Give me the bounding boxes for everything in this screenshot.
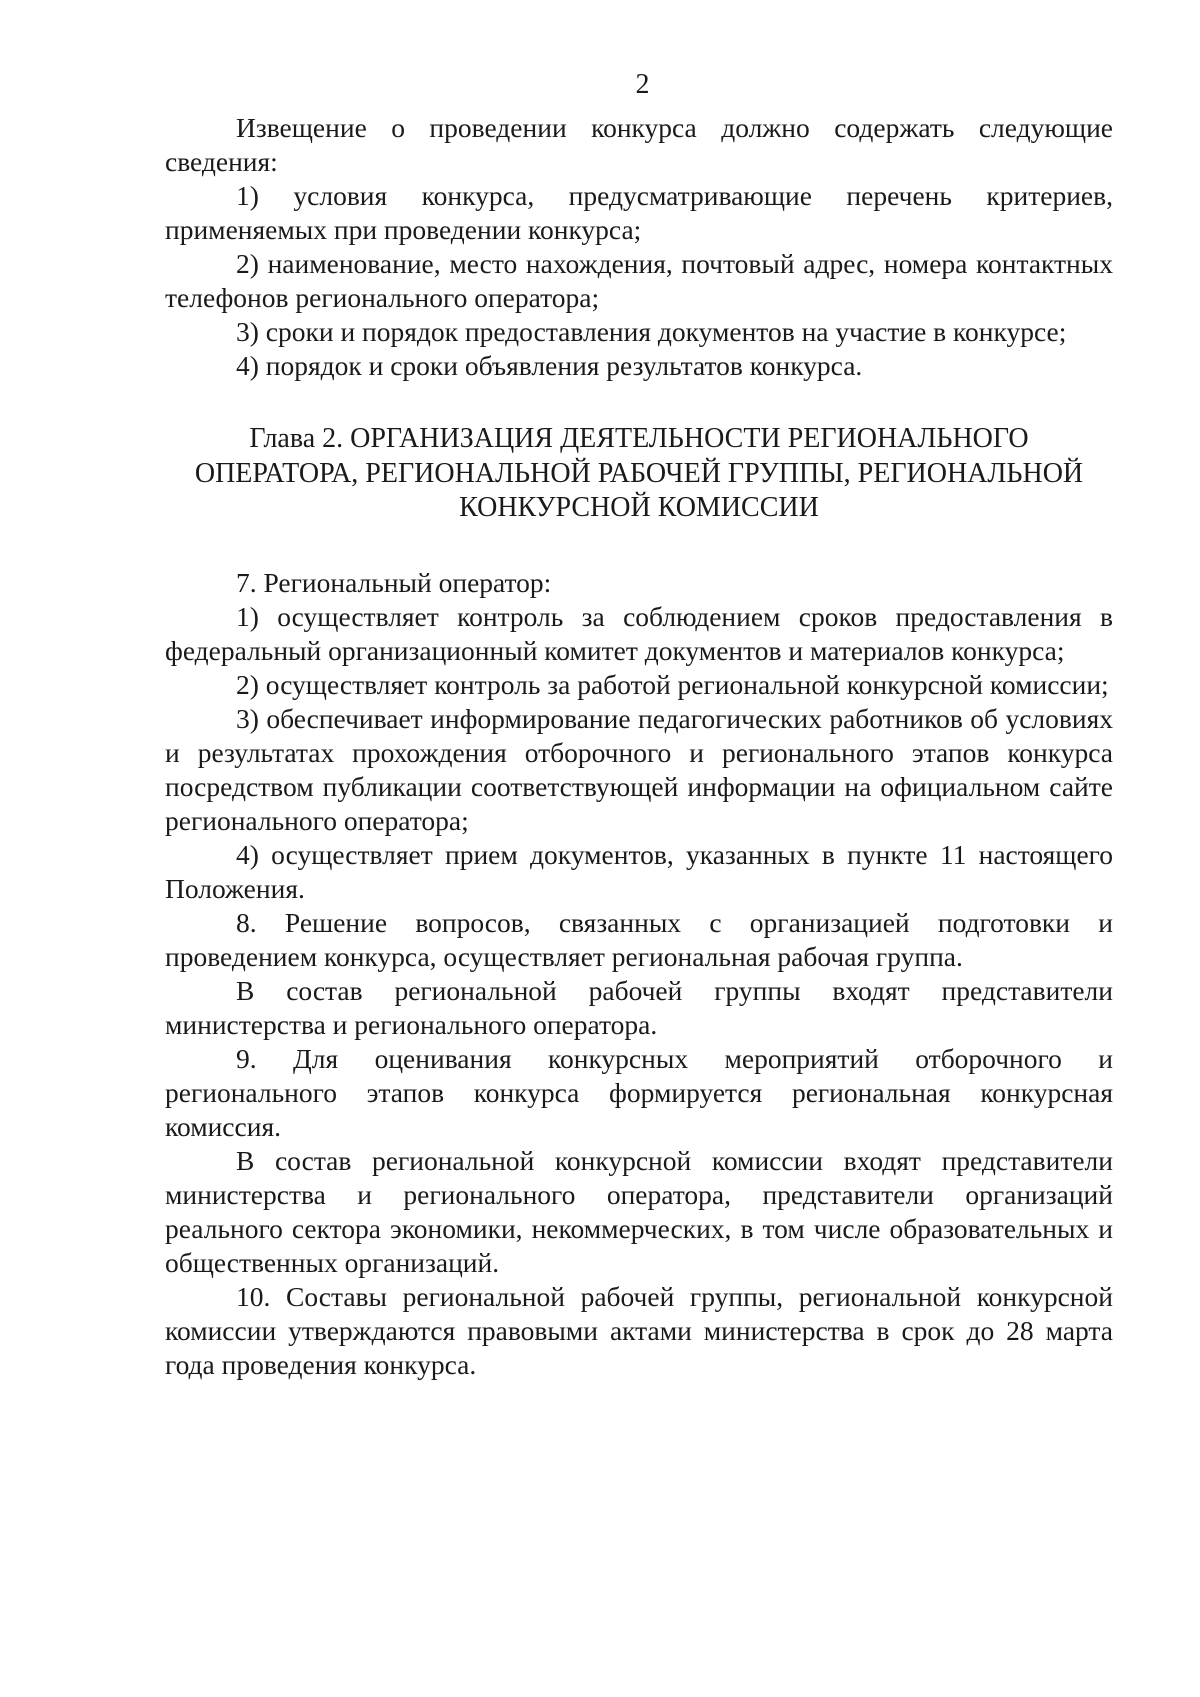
document-body: [165, 111, 1113, 1382]
chapter-heading-line-1: Глава 2. ОРГАНИЗАЦИЯ ДЕЯТЕЛЬНОСТИ РЕГИОНАЛЬНОГО: [249, 423, 1029, 454]
section-10-paragraph: 10. Составы региональной рабочей группы, региональной конкурсной комиссии утверждаются правовыми актами министерства в срок до 28 марта года проведения конкурса.: [165, 1280, 1113, 1380]
notice-item-2: 2) наименование, место нахождения, почтовый адрес, номера контактных телефонов регионального оператора;: [165, 248, 1113, 313]
section-7-item-4: 4) осуществляет прием документов, указанных в пункте 11 настоящего Положения.: [165, 838, 1113, 904]
section-7-item-1: 1) осуществляет контроль за соблюдением сроков предоставления в федеральный организационный комитет документов и материалов конкурса;: [165, 600, 1113, 666]
section-8-composition-paragraph: В состав региональной рабочей группы входят представители министерства и регионального оператора.: [165, 974, 1113, 1040]
section-8-paragraph: 8. Решение вопросов, связанных с организацией подготовки и проведением конкурса, осуществляет региональная рабочая группа.: [165, 906, 1113, 972]
section-7-item-2: 2) осуществляет контроль за работой региональной конкурсной комиссии;: [236, 668, 1109, 700]
section-9-paragraph: 9. Для оценивания конкурсных мероприятий отборочного и регионального этапов конкурса формируется региональная конкурсная комиссия.: [165, 1042, 1113, 1142]
chapter-heading: [165, 422, 1113, 526]
page-number: 2: [635, 69, 650, 100]
section-7-item-3: 3) обеспечивает информирование педагогических работников об условиях и результатах прохождения отборочного и регионального этапов конкурса посредством публикации соответствующей информации на официальном сайте регионального оператора;: [165, 702, 1113, 836]
section-9-composition-paragraph: В состав региональной конкурсной комиссии входят представители министерства и регионального оператора, представители организаций реального сектора экономики, некоммерческих, в том числе образовательных и общественных организаций.: [165, 1144, 1113, 1278]
notice-lead-paragraph: Извещение о проведении конкурса должно содержать следующие сведения:: [165, 112, 1113, 177]
notice-item-1: 1) условия конкурса, предусматривающие перечень критериев, применяемых при проведении конкурса;: [165, 180, 1113, 245]
notice-item-3: 3) сроки и порядок предоставления документов на участие в конкурсе;: [236, 316, 1067, 347]
section-7-title: 7. Региональный оператор:: [236, 566, 552, 598]
chapter-heading-line-3: КОНКУРСНОЙ КОМИССИИ: [459, 492, 819, 523]
chapter-heading-line-2: ОПЕРАТОРА, РЕГИОНАЛЬНОЙ РАБОЧЕЙ ГРУППЫ, РЕГИОНАЛЬНОЙ: [194, 457, 1084, 489]
notice-item-4: 4) порядок и сроки объявления результатов конкурса.: [236, 350, 863, 381]
